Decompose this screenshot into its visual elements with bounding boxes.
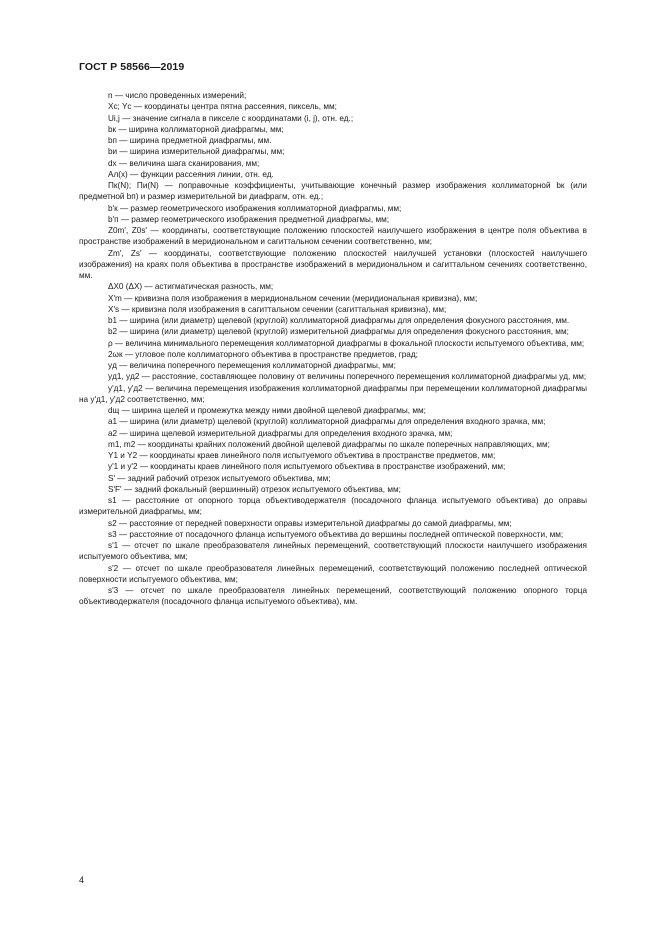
definition-item: b1 — ширина (или диаметр) щелевой (круглой) коллиматорной диафрагмы для определения фокусного расстояния, мм. [108,316,570,325]
definitions-list [79,90,587,608]
definition-item: a2 — ширина щелевой измерительной диафрагмы для определения входного зрачка, мм; [108,428,453,438]
definition-item: bк — ширина коллиматорной диафрагмы, мм; [108,124,284,134]
definition-item: s'3 — отсчет по шкале преобразователя линейных перемещений, соответствующий положению опорного торца объективодержателя (посадочного фланца испытуемого объектива), мм. [79,586,587,607]
definition-item: Aл(x) — функции рассеяния линии, отн. ед. [108,169,274,179]
definition-item: Пк(N); Пи(N) — поправочные коэффициенты, учитывающие конечный размер изображения коллиматорной bк (или предметной bп) и размер измерительной bи диафрагм, отн. ед.; [79,181,587,202]
page-number: 4 [79,875,85,885]
definition-item: n — число проведенных измерений; [108,91,247,100]
definition-item: y'д1, y'д2 — величина перемещения изображения коллиматорной диафрагмы при перемещении коллиматорной диафрагмы на y'д1, y'д2 соответственно, мм; [79,383,587,404]
definition-item: Xc; Yc — координаты центра пятна рассеяния, пиксель, мм; [108,102,337,112]
definition-item: X's — кривизна поля изображения в сагиттальном сечении (сагиттальная кривизна), мм; [108,304,447,314]
definition-item: Y1 и Y2 — координаты краев линейного поля испытуемого объектива в пространстве предметов, мм; [108,451,496,460]
definition-item: ΔX0 (ΔX) — астигматическая разность, мм; [108,282,274,292]
definition-item: s'2 — отсчет по шкале преобразователя линейных перемещений, соответствующий положению последней оптической поверхности испытуемого объектива, мм; [79,563,587,584]
definition-item: yд — величина поперечного перемещения коллиматорной диафрагмы, мм; [108,361,396,370]
definition-item: Ui,j — значение сигнала в пикселе с координатами (i, j), отн. ед.; [108,113,354,123]
definition-item: dщ — ширина щелей и промежутка между ними двойной щелевой диафрагмы, мм; [108,406,426,415]
definition-item: bп — ширина предметной диафрагмы, мм. [108,136,272,145]
definition-item: Z0m', Z0s' — координаты, соответствующие положению плоскостей наилучшего изображения в центре поля объектива в пространстве изображений в меридиональном и сагиттальном сечении соответственно, мм; [79,226,587,247]
definition-item: ρ — величина минимального перемещения коллиматорной диафрагмы в фокальной плоскости испытуемого объектива, мм; [108,338,585,348]
definition-item: S'F' — задний фокальный (вершинный) отрезок испытуемого объектива, мм; [108,484,401,494]
definition-item: X'm — кривизна поля изображения в меридиональном сечении (меридиональная кривизна), мм; [108,293,478,303]
definition-item: Zm', Zs' — координаты, соответствующие положению плоскостей наилучшей установки (плоскостей наилучшего изображения) на краях поля объектива в пространстве изображений в меридиональном и сагиттальном сечениях соответственно, мм. [79,248,587,280]
definition-item: bи — ширина измерительной диафрагмы, мм; [108,147,285,157]
definition-item: s2 — расстояние от передней поверхности оправы измерительной диафрагмы до самой диафрагмы, мм; [108,518,512,528]
definition-item: dx — величина шага сканирования, мм; [108,158,260,168]
definition-item: y'1 и y'2 — координаты краев линейного поля испытуемого объектива в пространстве изображений, мм; [108,462,506,472]
definition-item: S' — задний рабочий отрезок испытуемого объектива, мм; [108,473,331,483]
document-header: ГОСТ Р 58566—2019 [79,61,185,73]
definition-item: b'п — размер геометрического изображения предметной диафрагмы, мм; [108,214,390,224]
definition-item: yд1, yд2 — расстояние, составляющее половину от величины поперечного перемещения коллиматорной диафрагмы yд, мм; [108,372,587,382]
definition-item: 2ωк — угловое поле коллиматорного объектива в пространстве предметов, град; [108,349,418,359]
definition-item: s1 — расстояние от опорного торца объективодержателя (посадочного фланца испытуемого объектива) до оправы измерительной диафрагмы, мм; [79,496,587,517]
definition-item: a1 — ширина (или диаметр) щелевой (круглой) коллиматорной диафрагмы для определения входного зрачка, мм; [108,417,546,427]
definition-item: m1, m2 — координаты крайних положений двойной щелевой диафрагмы по шкале поперечных направляющих, мм; [108,439,550,449]
definition-item: s'1 — отсчет по шкале преобразователя линейных перемещений, соответствующий плоскости наилучшего изображения испытуемого объектива, мм; [79,541,587,562]
definition-item: b2 — ширина (или диаметр) щелевой (круглой) измерительной диафрагмы для определения фокусного расстояния, мм; [108,327,569,337]
definition-item: b'к — размер геометрического изображения коллиматорной диафрагмы, мм; [108,203,402,213]
definition-item: s3 — расстояние от посадочного фланца испытуемого объектива до вершины последней оптической поверхности, мм; [108,529,564,539]
